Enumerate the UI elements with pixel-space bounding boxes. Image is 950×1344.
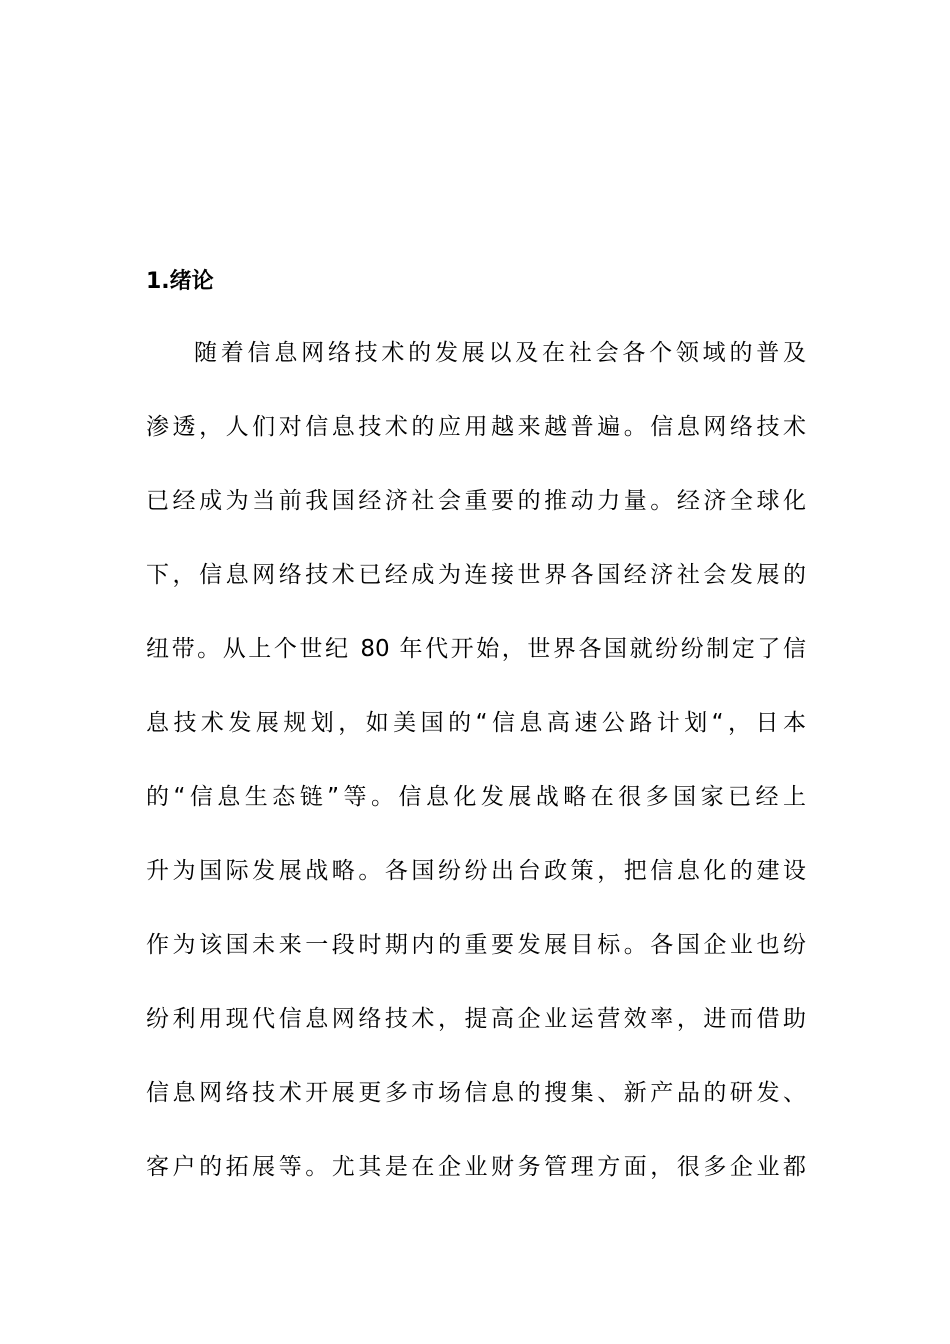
paragraph-line: 的“信息生态链”等。信息化发展战略在很多国家已经上 <box>146 784 806 810</box>
document-body <box>146 258 806 1204</box>
paragraph-line: 下，信息网络技术已经成为连接世界各国经济社会发展的 <box>146 562 806 588</box>
paragraph-line: 作为该国未来一段时期内的重要发展目标。各国企业也纷 <box>146 932 806 958</box>
section-heading: 1.绪论 <box>146 269 214 294</box>
paragraph-line: 随着信息网络技术的发展以及在社会各个领域的普及 <box>194 340 806 366</box>
paragraph-line: 信息网络技术开展更多市场信息的搜集、新产品的研发、 <box>146 1080 806 1106</box>
paragraph-line: 客户的拓展等。尤其是在企业财务管理方面，很多企业都 <box>146 1154 806 1180</box>
paragraph-line: 息技术发展规划，如美国的“信息高速公路计划“，日本 <box>146 710 806 736</box>
paragraph-line: 纷利用现代信息网络技术，提高企业运营效率，进而借助 <box>146 1006 806 1032</box>
paragraph-line: 渗透，人们对信息技术的应用越来越普遍。信息网络技术 <box>146 414 806 440</box>
paragraph-line: 升为国际发展战略。各国纷纷出台政策，把信息化的建设 <box>146 858 806 884</box>
paragraph-line: 纽带。从上个世纪 80 年代开始，世界各国就纷纷制定了信 <box>146 636 806 662</box>
paragraph-line: 已经成为当前我国经济社会重要的推动力量。经济全球化 <box>146 488 806 514</box>
